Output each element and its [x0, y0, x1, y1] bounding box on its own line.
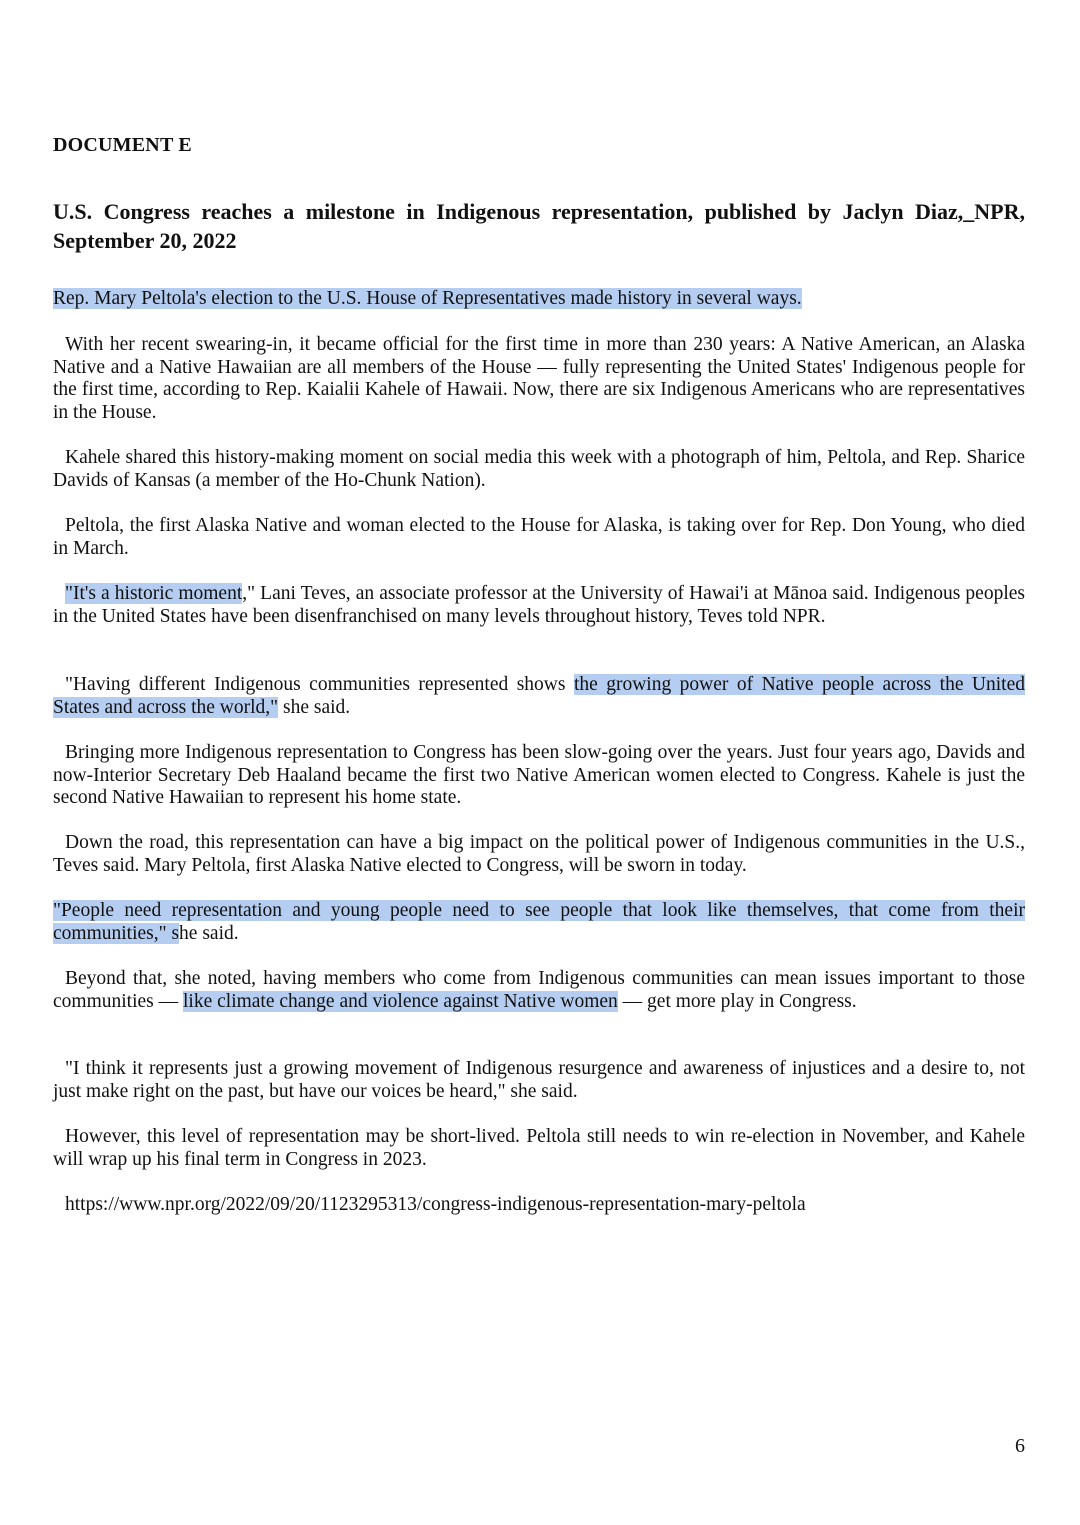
paragraph-growing-movement: "I think it represents just a growing movement of Indigenous resurgence and awareness of injustices and a desire to, not just make right on the past, but have our voices be heard," she said.: [53, 1058, 1025, 1102]
highlighted-text: "It's a historic moment: [65, 583, 243, 604]
highlighted-text: Rep. Mary Peltola's election to the U.S. House of Representatives made history in several ways.: [53, 288, 802, 309]
paragraph-swearing-in: With her recent swearing-in, it became official for the first time in more than 230 years: A Native American, an Alaska Native and a Native Hawaiian are all members of the House — fully representing the United States' Indigenous people for the first time, according to Rep. Kaialii Kahele of Hawaii. Now, there are six Indigenous Americans who are representatives in the House.: [53, 334, 1025, 423]
paragraph-beyond-that: [53, 968, 1025, 1013]
paragraph-kahele-shared: Kahele shared this history-making moment on social media this week with a photograph of him, Peltola, and Rep. Sharice Davids of Kansas (a member of the Ho-Chunk Nation).: [53, 447, 1025, 491]
document-label: DOCUMENT E: [53, 134, 192, 156]
document-page: [53, 0, 1025, 1525]
paragraph-text: Beyond that, she noted, having members who come from Indigenous communities can mean issues important to those communities —: [53, 968, 1025, 1012]
source-url: https://www.npr.org/2022/09/20/1123295313/congress-indigenous-representation-mary-peltola: [65, 1194, 806, 1215]
paragraph-text: she said.: [278, 696, 351, 718]
paragraph-peltola-first: Peltola, the first Alaska Native and woman elected to the House for Alaska, is taking over for Rep. Don Young, who died in March.: [53, 515, 1025, 559]
highlighted-text: "People need representation and young people need to see people that look like themselves, that come from their communities," s: [53, 900, 1025, 944]
paragraph-short-lived: However, this level of representation may be short-lived. Peltola still needs to win re-election in November, and Kahele will wrap up his final term in Congress in 2023.: [53, 1126, 1025, 1170]
paragraph-text: "Having different Indigenous communities represented shows: [65, 674, 574, 695]
paragraph-text: he said.: [179, 922, 239, 944]
paragraph-slow-going: Bringing more Indigenous representation to Congress has been slow-going over the years. Just four years ago, Davids and now-Interior Secretary Deb Haaland became the first two Native American women elected to Congress. Kahele is just the second Native Hawaiian to represent his home state.: [53, 742, 1025, 808]
article-title: U.S. Congress reaches a milestone in Indigenous representation, published by Jaclyn Diaz,_NPR, September 20, 2022: [53, 199, 1025, 253]
paragraph-growing-power: [53, 674, 1025, 719]
paragraph-text: — get more play in Congress.: [617, 990, 857, 1012]
highlighted-text: like climate change and violence against Native women: [183, 990, 618, 1012]
paragraph-down-the-road: Down the road, this representation can have a big impact on the political power of Indigenous communities in the U.S., Teves said. Mary Peltola, first Alaska Native elected to Congress, will be sworn in today.: [53, 832, 1025, 876]
paragraph-text: ," Lani Teves, an associate professor at the University of Hawai'i at Mānoa said. Indigenous peoples in the United States have been disenfranchised on many levels throughout history, Teves told NPR.: [53, 583, 1025, 627]
paragraph-people-need: [53, 900, 1025, 945]
paragraph-intro: [53, 288, 1025, 311]
paragraph-historic-moment: [53, 583, 1025, 628]
page-number: 6: [1015, 1435, 1025, 1457]
highlighted-text: the growing power of Native people across the United States and across the world,": [53, 674, 1026, 718]
